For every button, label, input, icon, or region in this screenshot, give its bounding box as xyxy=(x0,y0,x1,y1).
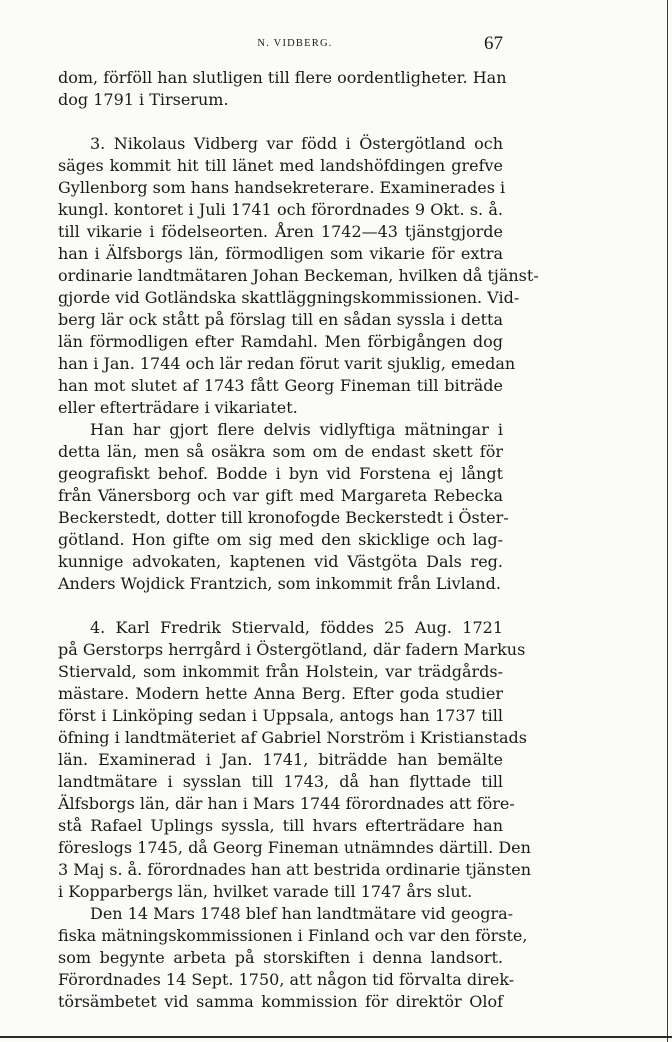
text-line: han i Älfsborgs län, förmodligen som vikarie för extra xyxy=(58,244,503,263)
text-line: Älfsborgs län, där han i Mars 1744 förordnades att före- xyxy=(58,794,515,813)
text-line: öfning i landtmäteriet af Gabriel Norström i Kristianstads xyxy=(58,728,527,747)
text-line: Stiervald, som inkommit från Holstein, var trädgårds- xyxy=(58,662,503,681)
text-line: ordinarie landtmätaren Johan Beckeman, hvilken då tjänst- xyxy=(58,266,539,285)
text-line: som begynte arbeta på storskiften i denna landsort. xyxy=(58,948,503,967)
text-line: eller efterträdare i vikariatet. xyxy=(58,398,298,417)
text-line: dom, förföll han slutligen till flere oordentligheter. Han xyxy=(58,68,507,87)
text-line: 3 Maj s. å. förordnades han att bestrida ordinarie tjänsten xyxy=(58,860,532,879)
text-line: Förordnades 14 Sept. 1750, att någon tid förvalta direk- xyxy=(58,970,515,989)
text-line: stå Rafael Uplings syssla, till hvars efterträdare han xyxy=(58,816,503,835)
text-line: landtmätare i sysslan till 1743, då han flyttade till xyxy=(58,772,503,791)
text-line: län förmodligen efter Ramdahl. Men förbigången dog xyxy=(58,332,503,351)
text-line: gjorde vid Gotländska skattläggningskommissionen. Vid- xyxy=(58,288,520,307)
text-line: Anders Wojdick Frantzich, som inkommit från Livland. xyxy=(58,574,501,593)
text-line: han i Jan. 1744 och lär redan förut varit sjuklig, emedan xyxy=(58,354,516,373)
text-line: kunnige advokaten, kaptenen vid Västgöta Dals reg. xyxy=(58,552,503,571)
text-line: törsämbetet vid samma kommission för direktör Olof xyxy=(58,992,503,1011)
text-line: län. Examinerad i Jan. 1741, biträdde han bemälte xyxy=(58,750,503,769)
text-line: fiska mätningskommissionen i Finland och var den förste, xyxy=(58,926,528,945)
text-line: till vikarie i födelseorten. Åren 1742—43 tjänstgjorde xyxy=(58,222,503,241)
text-line: först i Linköping sedan i Uppsala, antogs han 1737 till xyxy=(58,706,503,725)
text-line: i Kopparbergs län, hvilket varade till 1747 års slut. xyxy=(58,882,473,901)
running-header: N. VIDBERG. xyxy=(257,38,333,49)
text-line: Den 14 Mars 1748 blef han landtmätare vid geogra- xyxy=(90,904,514,923)
text-line: säges kommit hit till länet med landshöfdingen grefve xyxy=(58,156,503,175)
entry-heading-line: 3. Nikolaus Vidberg var född i Östergötland och xyxy=(90,134,503,153)
text-line: Han har gjort flere delvis vidlyftiga mätningar i xyxy=(90,420,503,439)
text-line: på Gerstorps herrgård i Östergötland, där fadern Markus xyxy=(58,640,526,659)
page-edge-right xyxy=(667,0,668,1042)
text-line: geografiskt behof. Bodde i byn vid Forstena ej långt xyxy=(58,464,503,483)
text-line: berg lär ock stått på förslag till en sådan syssla i detta xyxy=(58,310,503,329)
text-line: Gyllenborg som hans handsekreterare. Examinerades i xyxy=(58,178,506,197)
text-line: mästare. Modern hette Anna Berg. Efter goda studier xyxy=(58,684,503,703)
text-line: kungl. kontoret i Juli 1741 och förordnades 9 Okt. s. å. xyxy=(58,200,503,219)
page-number: 67 xyxy=(484,33,503,54)
text-line: Beckerstedt, dotter till kronofogde Beckerstedt i Öster- xyxy=(58,508,509,527)
text-line: dog 1791 i Tirserum. xyxy=(58,90,229,109)
text-line: från Vänersborg och var gift med Margareta Rebecka xyxy=(58,486,503,505)
text-line: götland. Hon gifte om sig med den skicklige och lag- xyxy=(58,530,503,549)
entry-heading-line: 4. Karl Fredrik Stiervald, föddes 25 Aug. 1721 xyxy=(90,618,503,637)
page-edge-bottom xyxy=(0,1036,672,1038)
text-line: föreslogs 1745, då Georg Fineman utnämndes därtill. Den xyxy=(58,838,531,857)
text-line: detta län, men så osäkra som om de endast skett för xyxy=(58,442,503,461)
text-line: han mot slutet af 1743 fått Georg Fineman till biträde xyxy=(58,376,503,395)
